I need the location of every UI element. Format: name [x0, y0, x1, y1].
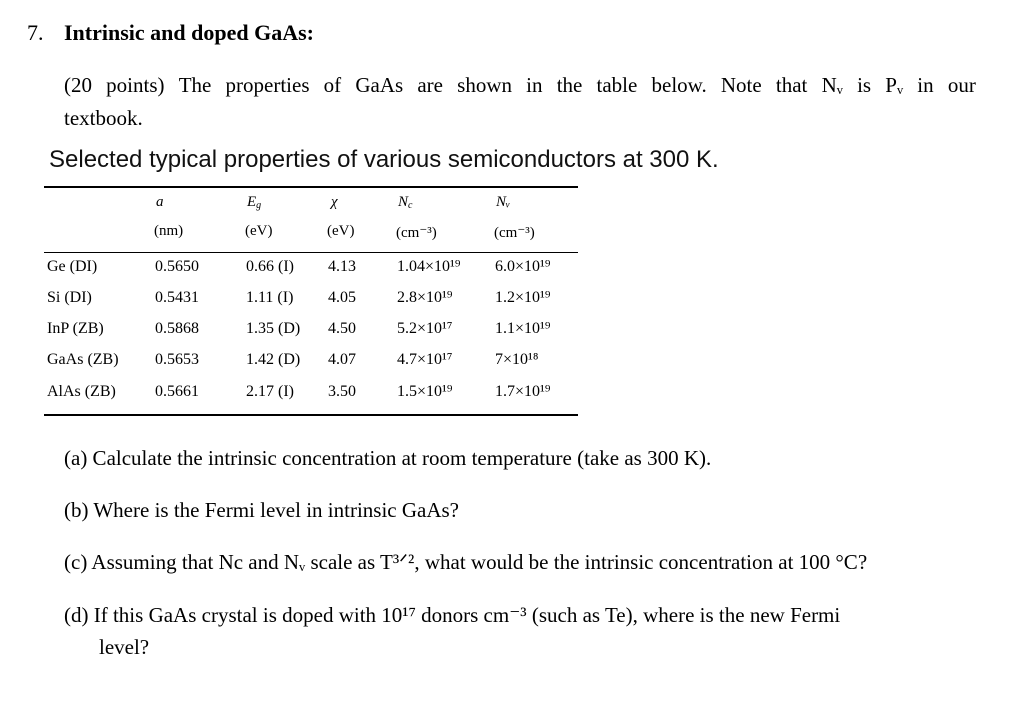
intro-line-2: textbook. [64, 106, 143, 130]
table-cell-a: 0.5431 [155, 289, 199, 306]
table-cell-material: Si (DI) [47, 289, 92, 306]
table-cell-material: InP (ZB) [47, 320, 104, 337]
intro-word: properties [225, 73, 310, 97]
table-cell-nv: 1.7×10¹⁹ [495, 383, 551, 400]
table-cell-a: 0.5661 [155, 383, 199, 400]
table-top-rule [44, 186, 578, 188]
intro-word: is [857, 73, 872, 97]
intro-word: our [947, 73, 976, 97]
table-cell-chi: 3.50 [328, 383, 356, 400]
table-cell-nc: 1.04×10¹⁹ [397, 258, 461, 275]
table-cell-nc: 2.8×10¹⁹ [397, 289, 453, 306]
table-cell-eg: 1.42 (D) [246, 351, 301, 368]
intro-word: that [775, 73, 808, 97]
table-cell-material: Ge (DI) [47, 258, 98, 275]
table-cell-material: AlAs (ZB) [47, 383, 116, 400]
table-caption: Selected typical properties of various semiconductors at 300 K. [49, 146, 719, 173]
table-cell-nv: 6.0×10¹⁹ [495, 258, 551, 275]
table-cell-nv: 1.1×10¹⁹ [495, 320, 551, 337]
intro-word: The [178, 73, 212, 97]
table-cell-chi: 4.13 [328, 258, 356, 275]
table-cell-a: 0.5653 [155, 351, 199, 368]
header-eg: $E_g$ [247, 194, 262, 211]
intro-word: GaAs [355, 73, 404, 97]
table-cell-material: GaAs (ZB) [47, 351, 119, 368]
header-chi-unit: (eV) [327, 223, 355, 239]
question-number: 7. [27, 20, 44, 45]
header-nv-unit: (cm⁻³) [494, 225, 535, 241]
intro-word: (20 [64, 73, 92, 97]
part-d-continued: level? [99, 635, 150, 659]
intro-word: points) [106, 73, 165, 97]
intro-word: shown [457, 73, 512, 97]
header-nc: $N_c$ [398, 194, 413, 211]
intro-word: below. [651, 73, 707, 97]
header-nv: Nᵥ [496, 194, 511, 210]
header-eg-unit: (eV) [245, 223, 273, 239]
intro-word: Pᵥ [885, 73, 904, 97]
part-b: (b) Where is the Fermi level in intrinsic GaAs? [64, 498, 460, 522]
table-cell-eg: 0.66 (I) [246, 258, 294, 275]
intro-word: of [323, 73, 342, 97]
table-cell-nc: 1.5×10¹⁹ [397, 383, 453, 400]
table-cell-chi: 4.07 [328, 351, 356, 368]
table-cell-a: 0.5650 [155, 258, 199, 275]
part-c: (c) Assuming that Nc and Nᵥ scale as T³ᐟ², what would be the intrinsic concentration at 100 °C? [64, 550, 868, 574]
table-cell-eg: 2.17 (I) [246, 383, 294, 400]
table-cell-nc: 4.7×10¹⁷ [397, 351, 453, 368]
table-cell-nv: 7×10¹⁸ [495, 351, 539, 368]
table-cell-nv: 1.2×10¹⁹ [495, 289, 551, 306]
intro-word: in [917, 73, 934, 97]
intro-word: table [596, 73, 638, 97]
part-d: (d) If this GaAs crystal is doped with 10¹⁷ donors cm⁻³ (such as Te), where is the new Fermi [64, 603, 841, 627]
table-cell-eg: 1.11 (I) [246, 289, 294, 306]
part-a: (a) Calculate the intrinsic concentration at room temperature (take as 300 K). [64, 446, 712, 470]
intro-word: Note [720, 73, 762, 97]
header-chi: χ [331, 194, 338, 210]
question-title: Intrinsic and doped GaAs: [64, 20, 315, 45]
table-cell-a: 0.5868 [155, 320, 199, 337]
table-cell-chi: 4.50 [328, 320, 356, 337]
table-bottom-rule [44, 414, 578, 416]
table-header-rule [44, 252, 578, 253]
intro-word: are [417, 73, 443, 97]
table-cell-eg: 1.35 (D) [246, 320, 301, 337]
intro-line-1 [64, 73, 976, 98]
intro-word: in [526, 73, 543, 97]
header-a: a [156, 194, 164, 210]
intro-word: the [556, 73, 583, 97]
table-cell-chi: 4.05 [328, 289, 356, 306]
table-cell-nc: 5.2×10¹⁷ [397, 320, 453, 337]
intro-word: Nᵥ [821, 73, 843, 97]
header-a-unit: (nm) [154, 223, 184, 239]
header-nc-unit: (cm⁻³) [396, 225, 437, 241]
